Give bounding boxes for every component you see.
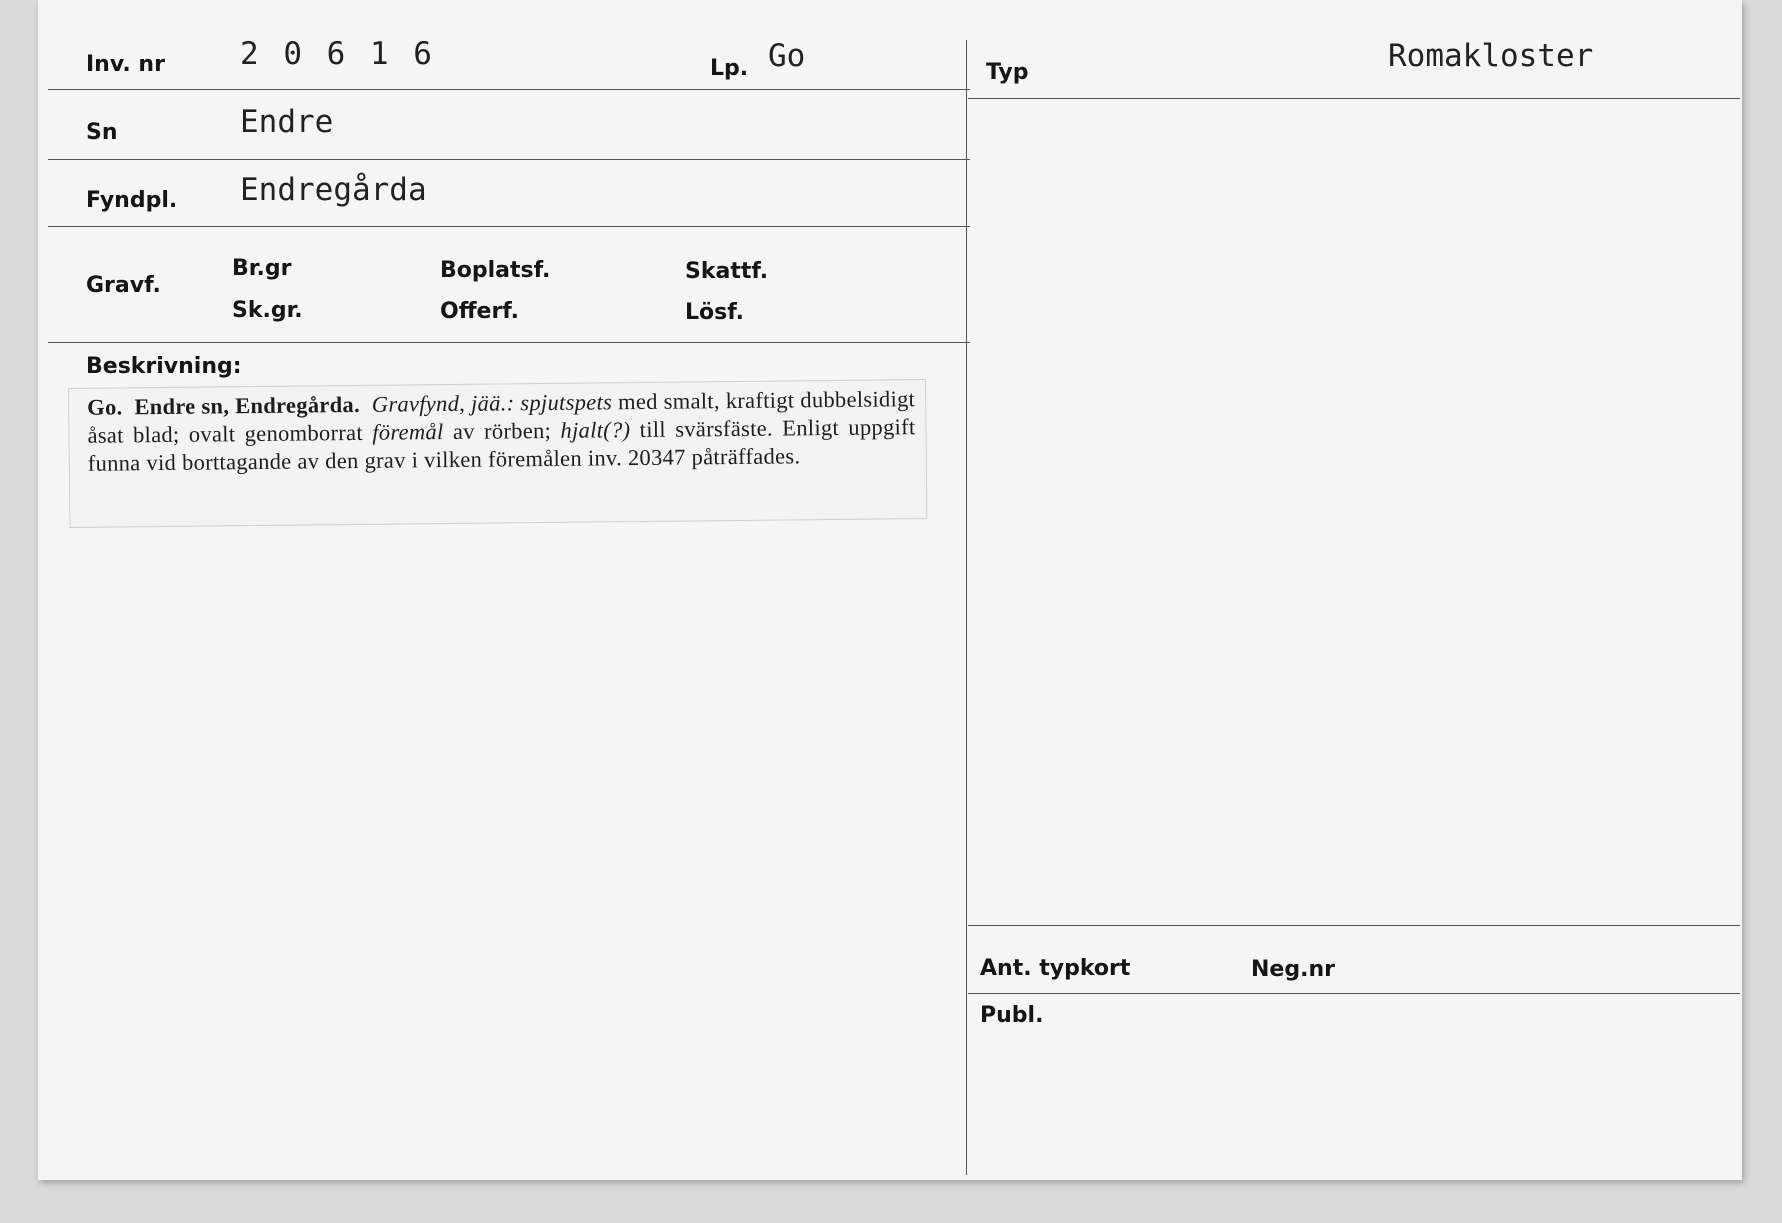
gravf-label: Gravf. [86, 273, 161, 298]
divider-sn [48, 159, 970, 160]
inv-nr-label: Inv. nr [86, 52, 165, 77]
divider-publ [968, 993, 1740, 994]
inv-nr-value: 2 0 6 1 6 [240, 36, 435, 72]
description-slip [68, 379, 927, 528]
skattf-label: Skattf. [685, 259, 769, 284]
divider-inv [48, 89, 970, 90]
fyndpl-label: Fyndpl. [86, 188, 178, 213]
typ-label: Typ [986, 60, 1029, 85]
publ-label: Publ. [980, 1003, 1044, 1028]
boplatsf-label: Boplatsf. [440, 258, 551, 283]
beskrivning-label: Beskrivning: [86, 354, 242, 379]
brgr-label: Br.gr [232, 256, 292, 281]
description-county: Go. [87, 394, 123, 420]
losf-label: Lösf. [685, 300, 744, 325]
fyndpl-value: Endregårda [240, 172, 427, 208]
divider-gravf [48, 342, 970, 343]
description-part-1: med smalt, kraftigt dubbelsidigt åsat blad; ovalt genomborrat [87, 386, 916, 448]
description-text [87, 385, 916, 478]
description-find-type: Gravfynd, jää.: spjutspets [371, 389, 613, 417]
negnr-label: Neg.nr [1251, 957, 1335, 982]
sn-value: Endre [240, 104, 334, 140]
ant-typkort-label: Ant. typkort [980, 956, 1131, 981]
sn-label: Sn [86, 120, 118, 145]
description-part-3: till svärsfäste. Enligt uppgift funna vid borttagande av den grav i vilken föremålen inv. 20347 påträffades. [87, 414, 916, 476]
divider-fyndpl [48, 226, 970, 227]
description-part-2: av rörben; [443, 417, 561, 445]
divider-typ [968, 98, 1740, 99]
description-hilt-term: hjalt(?) [560, 417, 631, 443]
description-parish-site: Endre sn, Endregårda. [134, 391, 361, 420]
catalog-card [38, 0, 1742, 1180]
lp-value: Go [768, 38, 806, 74]
offerf-label: Offerf. [440, 299, 520, 324]
typ-value: Romakloster [1388, 38, 1594, 74]
divider-ant-typkort [968, 925, 1740, 926]
description-object-term: föremål [372, 419, 444, 445]
lp-label: Lp. [710, 56, 749, 81]
skgr-label: Sk.gr. [232, 298, 303, 323]
column-divider [966, 40, 967, 1175]
